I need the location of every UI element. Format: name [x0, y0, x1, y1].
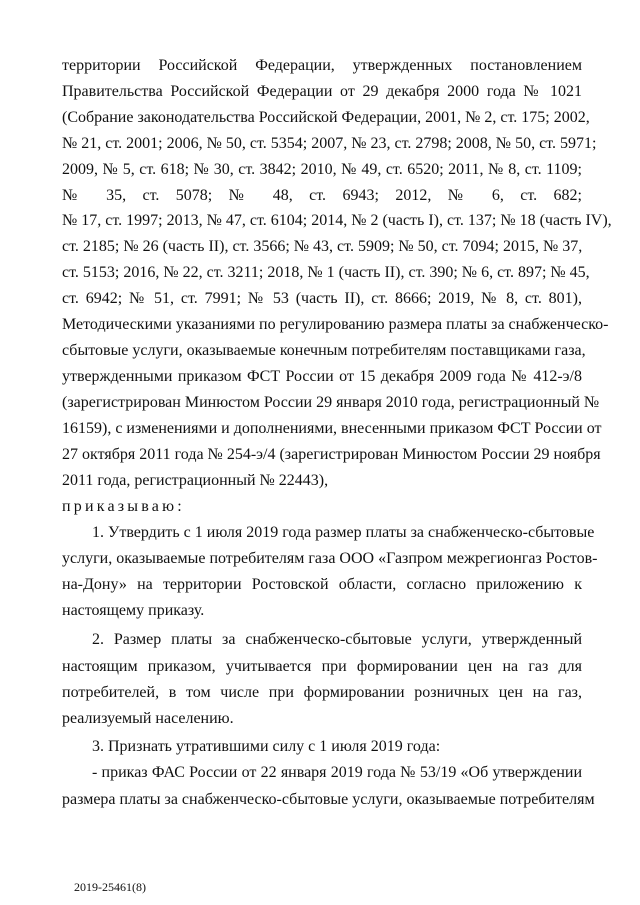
- document-number: 2019-25461(8): [74, 880, 146, 894]
- order-heading: приказываю:: [62, 498, 185, 515]
- text-line: территории Российской Федерации, утвержденных постановлением: [62, 57, 582, 74]
- text-line: настоящим приказом, учитывается при формировании цен на газ для: [62, 658, 582, 675]
- text-line: (Собрание законодательства Российской Федерации, 2001, № 2, ст. 175; 2002,: [62, 109, 590, 126]
- text-line: сбытовые услуги, оказываемые конечным потребителям поставщиками газа,: [62, 342, 586, 359]
- text-line: ст. 2185; № 26 (часть II), ст. 3566; № 43, ст. 5909; № 50, ст. 7094; 2015, № 37,: [62, 238, 583, 255]
- text-line: ст. 6942; № 51, ст. 7991; № 53 (часть II), ст. 8666; 2019, № 8, ст. 801),: [62, 290, 582, 307]
- item-3-line: 3. Признать утратившими силу с 1 июля 2019 года:: [92, 738, 441, 755]
- text-line: настоящему приказу.: [62, 602, 205, 619]
- text-line: № 21, ст. 2001; 2006, № 50, ст. 5354; 2007, № 23, ст. 2798; 2008, № 50, ст. 5971;: [62, 135, 597, 152]
- text-line: услуги, оказываемые потребителям газа ООО «Газпром межрегионгаз Ростов-: [62, 550, 598, 567]
- text-line: Правительства Российской Федерации от 29 декабря 2000 года № 1021: [62, 83, 582, 100]
- text-line: (зарегистрирован Минюстом России 29 января 2010 года, регистрационный №: [62, 394, 600, 411]
- text-line: потребителей, в том числе при формировании розничных цен на газ,: [62, 684, 582, 701]
- text-line: № 35, ст. 5078; № 48, ст. 6943; 2012, № 6, ст. 682;: [62, 187, 582, 204]
- item-1-line: 1. Утвердить с 1 июля 2019 года размер платы за снабженческо-сбытовые: [92, 524, 595, 541]
- text-line: № 17, ст. 1997; 2013, № 47, ст. 6104; 2014, № 2 (часть I), ст. 137; № 18 (часть IV),: [62, 212, 612, 229]
- text-line: 27 октября 2011 года № 254-э/4 (зарегистрирован Минюстом России 29 ноября: [62, 446, 601, 463]
- text-line: утвержденными приказом ФСТ России от 15 декабря 2009 года № 412-э/8: [62, 368, 582, 385]
- text-line: размера платы за снабженческо-сбытовые услуги, оказываемые потребителям: [62, 791, 595, 808]
- item-2-line: 2. Размер платы за снабженческо-сбытовые услуги, утвержденный: [92, 631, 582, 648]
- text-line: 2011 года, регистрационный № 22443),: [62, 472, 329, 489]
- text-line: ст. 5153; 2016, № 22, ст. 3211; 2018, № 1 (часть II), ст. 390; № 6, ст. 897; № 45,: [62, 264, 590, 281]
- text-line: реализуемый населению.: [62, 710, 234, 727]
- text-line: 16159), с изменениями и дополнениями, внесенными приказом ФСТ России от: [62, 420, 602, 437]
- text-line: 2009, № 5, ст. 618; № 30, ст. 3842; 2010, № 49, ст. 6520; 2011, № 8, ст. 1109;: [62, 161, 582, 178]
- text-line: на-Дону» на территории Ростовской области, согласно приложению к: [62, 576, 582, 593]
- bullet-line: - приказ ФАС России от 22 января 2019 года № 53/19 «Об утверждении: [92, 764, 582, 781]
- text-line: Методическими указаниями по регулированию размера платы за снабженческо-: [62, 316, 609, 333]
